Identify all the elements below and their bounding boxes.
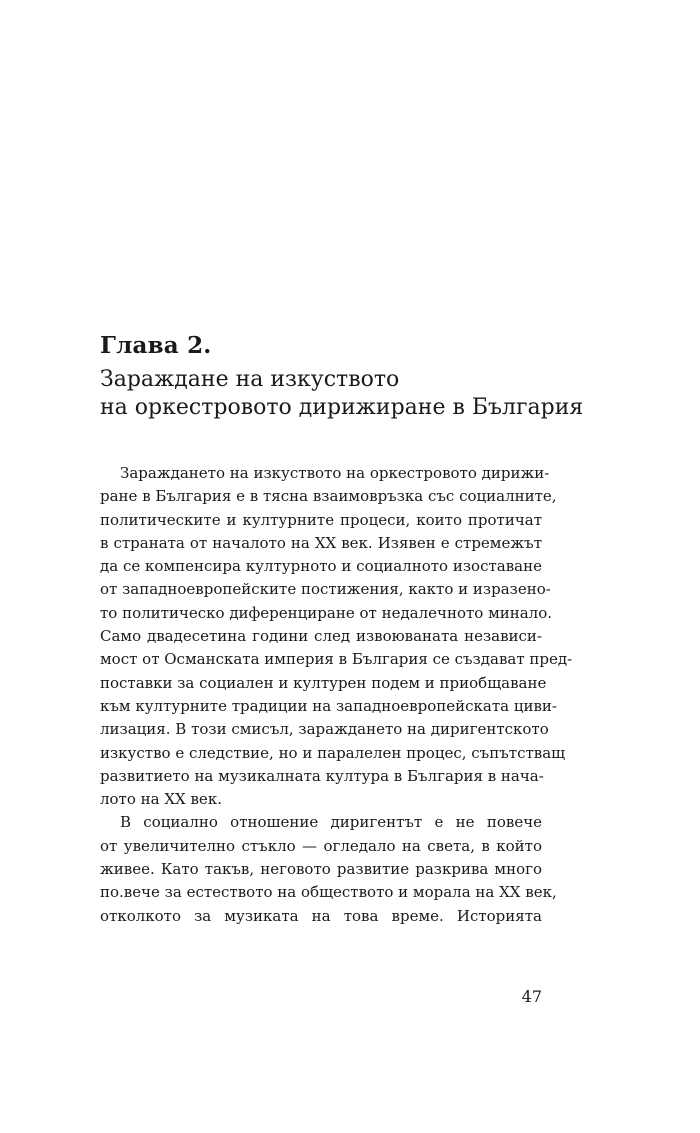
chapter-title [100,366,583,422]
text-line: Само двадесетина години след извоюваната независи- [100,627,542,646]
text-line: от западноевропейските постижения, както и изразено- [100,580,551,599]
text-line: лизация. В този смисъл, зараждането на диригентското [100,720,549,739]
text-line: мост от Османската империя в България се създават пред- [100,650,573,669]
paragraph-2 [100,811,557,927]
text-line: лото на XX век. [100,790,222,809]
text-line: В социално отношение диригентът е не повече [120,813,542,832]
text-line: в страната от началото на XX век. Изявен е стремежът [100,533,542,552]
text-line: поставки за социален и културен подем и приобщаване [100,673,547,692]
text-line: Зараждането на изкуството на оркестровото дирижи- [120,464,550,482]
paragraph-1 [100,462,573,811]
text-line: отколкото за музиката на това време. Историята [100,906,542,925]
text-line: живее. Като такъв, неговото развитие разкрива много [100,860,542,879]
text-line: по.вече за естеството на обществото и морала на XX век, [100,883,557,902]
text-line: ране в България е в тясна взаимовръзка със социалните, [100,487,557,506]
text-line: то политическо диференциране от недалечното минало. [100,603,553,622]
text-line: да се компенсира културното и социалното изоставане [100,557,542,576]
chapter-number: Глава 2. [100,332,212,359]
text-line: развитието на музикалната култура в България в нача- [100,766,544,785]
text-line: изкуство е следствие, но и паралелен процес, съпътстващ [100,743,566,762]
body-text [100,462,573,928]
page-number: 47 [521,987,542,1006]
text-line: от увеличително стъкло — огледало на света, в който [100,836,542,855]
text-line: политическите и културните процеси, които протичат [100,510,542,529]
text-line: към културните традиции на западноевропейската циви- [100,696,557,715]
chapter-title-line: на оркестровото дирижиране в България [100,395,584,420]
chapter-title-line: Зараждане на изкуството [100,367,400,392]
